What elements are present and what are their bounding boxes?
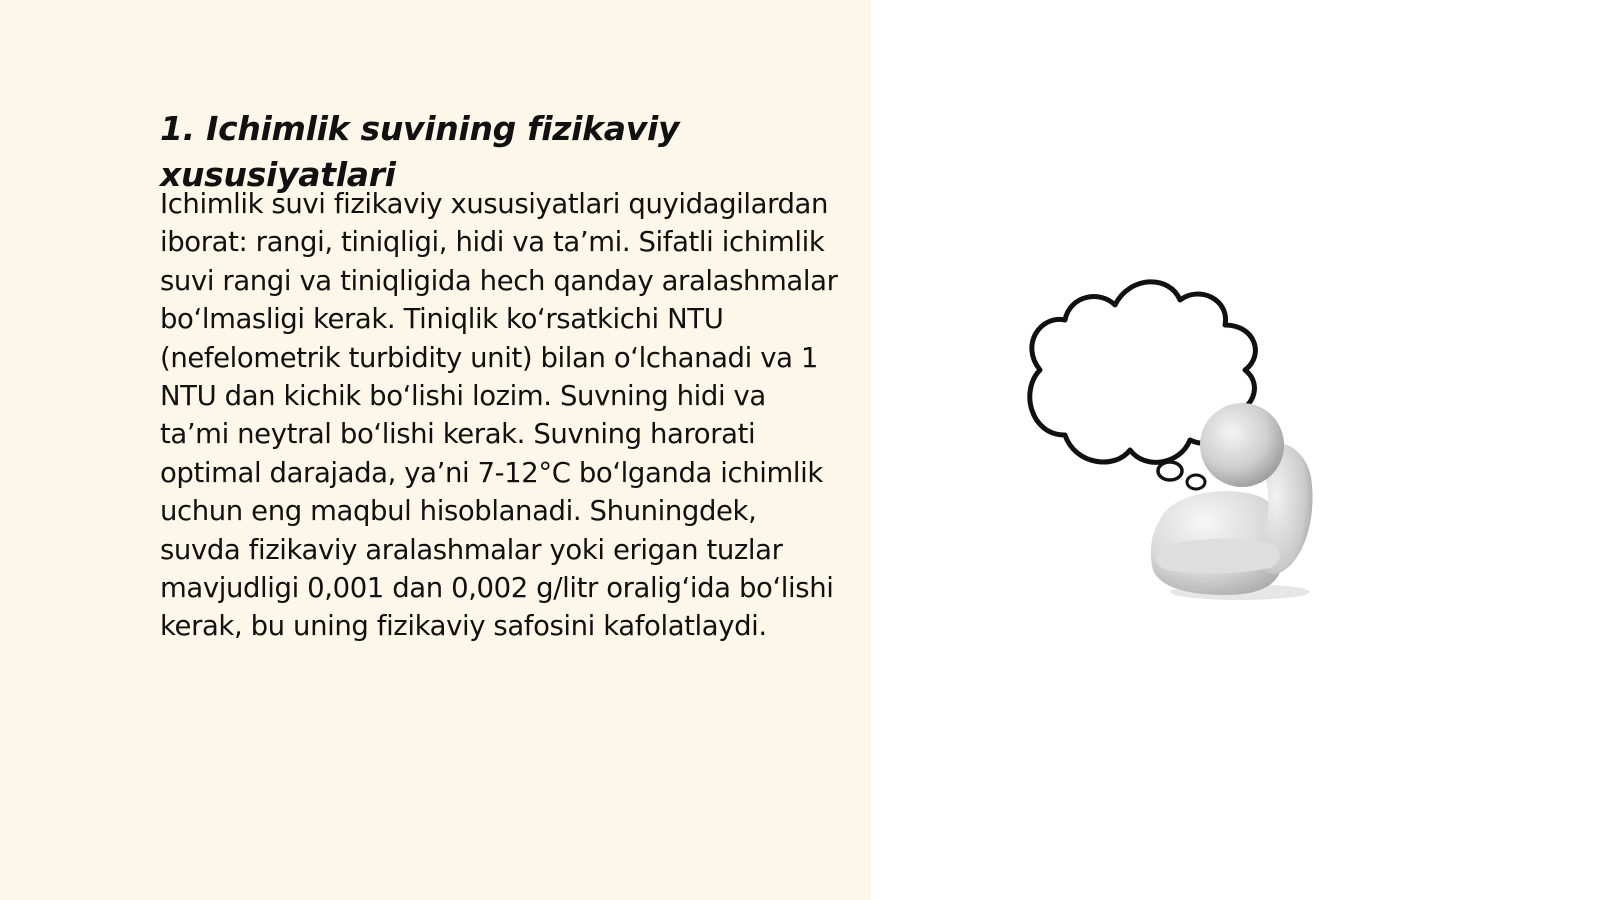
slide-title: 1. Ichimlik suvining fizikaviy xususiyatlari — [160, 109, 680, 194]
thinking-person-icon — [1020, 270, 1360, 630]
slide-body-text: Ichimlik suvi fizikaviy xususiyatlari quyidagilardan iborat: rangi, tiniqligi, hidi va ta’mi. Sifatli ichimlik suvi rangi va tiniqligida hech qanday aralashmalar bo‘lmasligi kerak. Tiniqlik ko‘rsatkichi NTU (nefelometrik turbidity unit) bilan o‘lchanadi va 1 NTU dan kichik bo‘lishi lozim. Suvning hidi va ta’mi neytral bo‘lishi kerak. Suvning harorati optimal darajada, ya’ni 7-12°C bo‘lganda ichimlik uchun eng maqbul hisoblanadi. Shuningdek, suvda fizikaviy aralashmalar yoki erigan tuzlar mavjudligi 0,001 dan 0,002 g/litr oralig‘ida bo‘lishi kerak, bu uning fizikaviy safosini kafolatlaydi. — [160, 188, 838, 643]
